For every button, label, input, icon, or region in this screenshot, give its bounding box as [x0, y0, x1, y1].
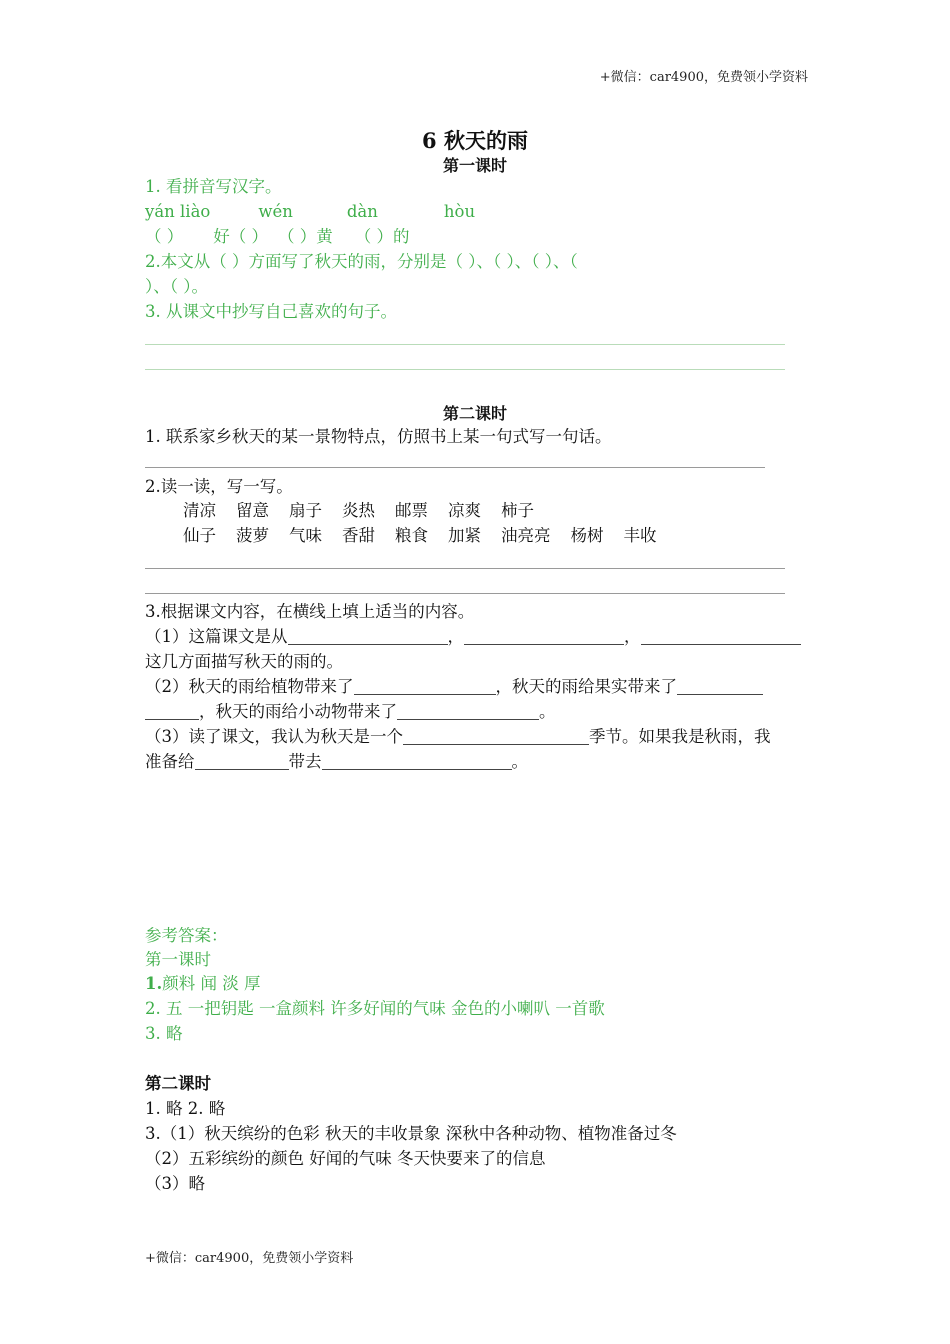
lesson1-heading: 第一课时	[442, 156, 507, 175]
q3-item2-text: ，秋天的雨给小动物带来了	[199, 702, 397, 721]
period: 。	[539, 702, 556, 721]
fill-blank[interactable]	[322, 753, 512, 770]
q3-item1-text: （1）这篇课文是从	[145, 627, 288, 646]
q1-blank-2[interactable]: 好（ ）	[213, 227, 268, 246]
q3-item2-text: ，秋天的雨给果实带来了	[495, 677, 677, 696]
fill-blank[interactable]	[464, 628, 624, 645]
q1-blank-3[interactable]: （ ）黄	[278, 227, 333, 246]
pinyin-4: hòu	[443, 202, 476, 221]
q3-item2-text: （2）秋天的雨给植物带来了	[145, 677, 354, 696]
q1-blanks-row	[145, 226, 410, 248]
fill-blank[interactable]	[195, 753, 289, 770]
q3-item1-line2: 这几方面描写秋天的雨的。	[145, 652, 343, 671]
word: 清凉	[183, 501, 216, 520]
answers-l2-a3-1: 3.（1）秋天缤纷的色彩 秋天的丰收景象 深秋中各种动物、植物准备过冬	[145, 1124, 677, 1143]
fill-blank[interactable]	[677, 678, 763, 695]
word: 炎热	[342, 501, 375, 520]
answer-line[interactable]	[145, 369, 785, 370]
comma: ，	[447, 627, 464, 646]
answer-line[interactable]	[145, 344, 785, 345]
lesson2-q3: 3.根据课文内容，在横线上填上适当的内容。	[145, 602, 475, 621]
answers-l2-a3-3: （3）略	[145, 1174, 205, 1193]
pinyin-3: dàn	[346, 202, 378, 221]
page-title: 6 秋天的雨	[422, 128, 528, 153]
header-note: +微信：car4900，免费领小学资料	[599, 70, 808, 85]
answers-l1-a2: 2. 五 一把钥匙 一盒颜料 许多好闻的气味 金色的小喇叭 一首歌	[145, 999, 605, 1018]
answers-lesson2-heading: 第二课时	[145, 1074, 211, 1093]
fill-blank[interactable]	[403, 728, 589, 745]
lesson1-q2-line1: 2.本文从（ ）方面写了秋天的雨，分别是（ ）、（ ）、（ ）、（	[145, 252, 578, 271]
answer-text: 颜料 闻 淡 厚	[162, 974, 261, 993]
q1-blank-4[interactable]: （ ）的	[354, 227, 410, 246]
word: 扇子	[289, 501, 322, 520]
word: 气味	[289, 526, 322, 545]
word: 留意	[236, 501, 269, 520]
q1-blank-1[interactable]: （ ）	[145, 227, 184, 246]
word: 菠萝	[236, 526, 269, 545]
q3-item1-line1	[145, 626, 801, 648]
word: 仙子	[183, 526, 216, 545]
word: 邮票	[395, 501, 428, 520]
answer-line[interactable]	[145, 467, 765, 468]
q3-item3-line1	[145, 726, 771, 748]
q3-item3-text: 准备给	[145, 752, 195, 771]
period: 。	[511, 752, 528, 771]
lesson2-q1: 1. 联系家乡秋天的某一景物特点，仿照书上某一句式写一句话。	[145, 427, 612, 446]
fill-blank[interactable]	[354, 678, 496, 695]
q3-item3-text: 季节。如果我是秋雨，我	[589, 727, 771, 746]
comma: ，	[624, 627, 641, 646]
word: 粮食	[395, 526, 428, 545]
word-row-2	[183, 525, 677, 547]
answers-l1-a1	[145, 973, 260, 995]
pinyin-1: yán liào	[145, 202, 211, 221]
answers-lesson1-heading: 第一课时	[145, 950, 211, 969]
answer-line[interactable]	[145, 568, 785, 569]
answers-l1-a3: 3. 略	[145, 1024, 183, 1043]
pinyin-row	[145, 201, 475, 223]
word: 油亮亮	[501, 526, 551, 545]
q3-item3-text: （3）读了课文，我认为秋天是一个	[145, 727, 403, 746]
word: 凉爽	[448, 501, 481, 520]
lesson1-q1: 1. 看拼音写汉字。	[145, 177, 282, 196]
fill-blank[interactable]	[397, 703, 539, 720]
footer-note: +微信：car4900，免费领小学资料	[145, 1251, 354, 1266]
fill-blank[interactable]	[288, 628, 448, 645]
q3-item2-line2	[145, 701, 556, 723]
fill-blank[interactable]	[145, 703, 199, 720]
answer-number: 1.	[145, 974, 163, 993]
word: 加紧	[448, 526, 481, 545]
lesson2-q2: 2.读一读，写一写。	[145, 477, 293, 496]
q3-item3-text: 带去	[288, 752, 322, 771]
q3-item2-line1	[145, 676, 763, 698]
word: 杨树	[570, 526, 604, 545]
word: 香甜	[342, 526, 375, 545]
q3-item3-line2	[145, 751, 528, 773]
answer-line[interactable]	[145, 593, 785, 594]
word-row-1	[183, 500, 554, 522]
fill-blank[interactable]	[641, 628, 801, 645]
word: 丰收	[623, 526, 657, 545]
answers-l2-a3-2: （2）五彩缤纷的颜色 好闻的气味 冬天快要来了的信息	[145, 1149, 546, 1168]
lesson2-heading: 第二课时	[442, 404, 507, 423]
pinyin-2: wén	[258, 202, 293, 221]
lesson1-q2-line2: ）、（ ）。	[145, 277, 208, 296]
lesson1-q3: 3. 从课文中抄写自己喜欢的句子。	[145, 302, 397, 321]
answers-heading: 参考答案：	[145, 926, 228, 945]
word: 柿子	[501, 501, 534, 520]
answers-l2-a12: 1. 略 2. 略	[145, 1099, 226, 1118]
